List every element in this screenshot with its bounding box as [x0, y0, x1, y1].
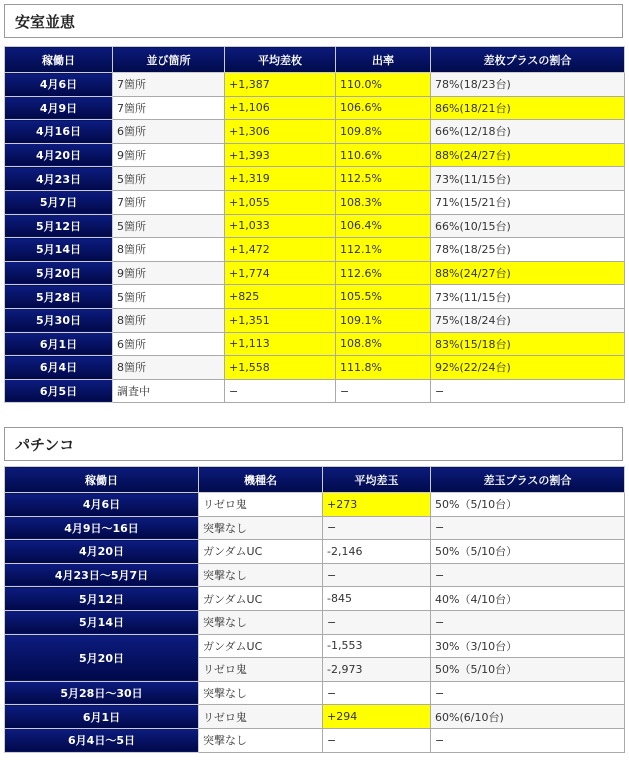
spots-cell: 5箇所 — [113, 285, 225, 309]
date-cell: 5月28日 — [5, 285, 113, 309]
avg-balls-cell: +273 — [323, 493, 431, 517]
plus-ratio-cell: 78%(18/23台) — [431, 73, 625, 97]
section-heading-slot — [4, 4, 623, 38]
plus-ratio-cell: 66%(12/18台) — [431, 120, 625, 144]
payout-rate-cell: 111.8% — [336, 356, 431, 380]
machine-cell: 突撃なし — [199, 563, 323, 587]
column-header: 出率 — [336, 47, 431, 73]
date-cell: 4月16日 — [5, 120, 113, 144]
machine-cell: 突撃なし — [199, 728, 323, 752]
column-header: 稼働日 — [5, 47, 113, 73]
plus-ratio-cell: 71%(15/21台) — [431, 190, 625, 214]
avg-diff-cell: +1,351 — [225, 308, 336, 332]
table-row — [5, 285, 625, 309]
payout-rate-cell: 110.0% — [336, 73, 431, 97]
column-header: 機種名 — [199, 467, 323, 493]
spots-cell: 5箇所 — [113, 214, 225, 238]
avg-balls-cell: -2,973 — [323, 658, 431, 682]
machine-cell: リゼロ鬼 — [199, 658, 323, 682]
avg-balls-cell: − — [323, 610, 431, 634]
date-cell: 4月20日 — [5, 143, 113, 167]
spots-cell: 7箇所 — [113, 73, 225, 97]
machine-cell: 突撃なし — [199, 681, 323, 705]
column-header: 差枚プラスの割合 — [431, 47, 625, 73]
table-row — [5, 516, 625, 540]
payout-rate-cell: 110.6% — [336, 143, 431, 167]
avg-balls-cell: − — [323, 728, 431, 752]
payout-rate-cell: 112.1% — [336, 238, 431, 262]
date-cell: 5月20日 — [5, 634, 199, 681]
date-cell: 5月12日 — [5, 214, 113, 238]
machine-cell: リゼロ鬼 — [199, 705, 323, 729]
table-row — [5, 214, 625, 238]
plus-ratio-cell: 60%(6/10台) — [431, 705, 625, 729]
table-row — [5, 610, 625, 634]
date-cell: 5月30日 — [5, 308, 113, 332]
date-cell: 4月6日 — [5, 493, 199, 517]
spots-cell: 調査中 — [113, 379, 225, 403]
machine-cell: ガンダムUC — [199, 634, 323, 658]
pachinko-results-table — [4, 466, 625, 753]
table-row — [5, 540, 625, 564]
machine-cell: 突撃なし — [199, 610, 323, 634]
avg-balls-cell: − — [323, 516, 431, 540]
date-cell: 4月6日 — [5, 73, 113, 97]
plus-ratio-cell: 73%(11/15台) — [431, 285, 625, 309]
spots-cell: 9箇所 — [113, 261, 225, 285]
spots-cell: 9箇所 — [113, 143, 225, 167]
table-row — [5, 493, 625, 517]
table-row — [5, 167, 625, 191]
column-header: 差玉プラスの割合 — [431, 467, 625, 493]
payout-rate-cell: 112.6% — [336, 261, 431, 285]
avg-diff-cell: +1,306 — [225, 120, 336, 144]
avg-diff-cell: +825 — [225, 285, 336, 309]
date-cell: 6月1日 — [5, 332, 113, 356]
plus-ratio-cell: − — [431, 516, 625, 540]
table-row — [5, 587, 625, 611]
plus-ratio-cell: 66%(10/15台) — [431, 214, 625, 238]
table-row — [5, 261, 625, 285]
avg-balls-cell: -1,553 — [323, 634, 431, 658]
table-header-row — [5, 467, 625, 493]
spots-cell: 8箇所 — [113, 238, 225, 262]
payout-rate-cell: 112.5% — [336, 167, 431, 191]
avg-balls-cell: − — [323, 681, 431, 705]
machine-cell: ガンダムUC — [199, 587, 323, 611]
plus-ratio-cell: 40%（4/10台） — [431, 587, 625, 611]
table-row — [5, 96, 625, 120]
table-row — [5, 308, 625, 332]
date-cell: 5月12日 — [5, 587, 199, 611]
plus-ratio-cell: − — [431, 681, 625, 705]
avg-diff-cell: +1,387 — [225, 73, 336, 97]
spots-cell: 8箇所 — [113, 308, 225, 332]
date-cell: 5月14日 — [5, 610, 199, 634]
plus-ratio-cell: 30%（3/10台） — [431, 634, 625, 658]
machine-cell: 突撃なし — [199, 516, 323, 540]
payout-rate-cell: 109.1% — [336, 308, 431, 332]
column-header: 並び箇所 — [113, 47, 225, 73]
avg-diff-cell: +1,472 — [225, 238, 336, 262]
plus-ratio-cell: 50%（5/10台） — [431, 540, 625, 564]
avg-diff-cell: − — [225, 379, 336, 403]
table-row — [5, 728, 625, 752]
date-cell: 4月9日 — [5, 96, 113, 120]
avg-diff-cell: +1,106 — [225, 96, 336, 120]
avg-diff-cell: +1,319 — [225, 167, 336, 191]
avg-diff-cell: +1,393 — [225, 143, 336, 167]
date-cell: 5月7日 — [5, 190, 113, 214]
plus-ratio-cell: 50%（5/10台） — [431, 493, 625, 517]
plus-ratio-cell: 50%（5/10台） — [431, 658, 625, 682]
table-row — [5, 238, 625, 262]
plus-ratio-cell: 73%(11/15台) — [431, 167, 625, 191]
table-row — [5, 356, 625, 380]
date-cell: 5月20日 — [5, 261, 113, 285]
table-row — [5, 143, 625, 167]
plus-ratio-cell: − — [431, 610, 625, 634]
spots-cell: 6箇所 — [113, 332, 225, 356]
avg-diff-cell: +1,033 — [225, 214, 336, 238]
column-header: 平均差玉 — [323, 467, 431, 493]
table-row — [5, 120, 625, 144]
plus-ratio-cell: 75%(18/24台) — [431, 308, 625, 332]
table-row — [5, 705, 625, 729]
spots-cell: 8箇所 — [113, 356, 225, 380]
date-cell: 4月9日～16日 — [5, 516, 199, 540]
table-row — [5, 190, 625, 214]
payout-rate-cell: 105.5% — [336, 285, 431, 309]
section-heading-pachinko — [4, 427, 623, 461]
table-row — [5, 681, 625, 705]
date-cell: 6月4日～5日 — [5, 728, 199, 752]
section-title: 安室並恵 — [15, 13, 76, 31]
plus-ratio-cell: 88%(24/27台) — [431, 261, 625, 285]
date-cell: 5月14日 — [5, 238, 113, 262]
table-row — [5, 563, 625, 587]
date-cell: 6月4日 — [5, 356, 113, 380]
spots-cell: 5箇所 — [113, 167, 225, 191]
table-row — [5, 379, 625, 403]
date-cell: 4月23日～5月7日 — [5, 563, 199, 587]
avg-diff-cell: +1,113 — [225, 332, 336, 356]
machine-cell: ガンダムUC — [199, 540, 323, 564]
table-header-row — [5, 47, 625, 73]
avg-balls-cell: +294 — [323, 705, 431, 729]
plus-ratio-cell: 86%(18/21台) — [431, 96, 625, 120]
table-row — [5, 634, 625, 658]
payout-rate-cell: 106.4% — [336, 214, 431, 238]
plus-ratio-cell: 88%(24/27台) — [431, 143, 625, 167]
table-row — [5, 73, 625, 97]
spots-cell: 6箇所 — [113, 120, 225, 144]
column-header: 稼働日 — [5, 467, 199, 493]
table-row — [5, 332, 625, 356]
payout-rate-cell: 108.3% — [336, 190, 431, 214]
plus-ratio-cell: 78%(18/25台) — [431, 238, 625, 262]
section-title: パチンコ — [15, 436, 75, 454]
avg-balls-cell: -845 — [323, 587, 431, 611]
payout-rate-cell: 109.8% — [336, 120, 431, 144]
slot-results-table — [4, 46, 625, 403]
machine-cell: リゼロ鬼 — [199, 493, 323, 517]
date-cell: 5月28日～30日 — [5, 681, 199, 705]
avg-diff-cell: +1,558 — [225, 356, 336, 380]
payout-rate-cell: − — [336, 379, 431, 403]
date-cell: 6月5日 — [5, 379, 113, 403]
spots-cell: 7箇所 — [113, 96, 225, 120]
plus-ratio-cell: − — [431, 379, 625, 403]
spots-cell: 7箇所 — [113, 190, 225, 214]
date-cell: 4月23日 — [5, 167, 113, 191]
avg-diff-cell: +1,774 — [225, 261, 336, 285]
avg-diff-cell: +1,055 — [225, 190, 336, 214]
avg-balls-cell: -2,146 — [323, 540, 431, 564]
plus-ratio-cell: − — [431, 728, 625, 752]
payout-rate-cell: 108.8% — [336, 332, 431, 356]
plus-ratio-cell: − — [431, 563, 625, 587]
plus-ratio-cell: 92%(22/24台) — [431, 356, 625, 380]
date-cell: 4月20日 — [5, 540, 199, 564]
date-cell: 6月1日 — [5, 705, 199, 729]
column-header: 平均差枚 — [225, 47, 336, 73]
payout-rate-cell: 106.6% — [336, 96, 431, 120]
avg-balls-cell: − — [323, 563, 431, 587]
plus-ratio-cell: 83%(15/18台) — [431, 332, 625, 356]
